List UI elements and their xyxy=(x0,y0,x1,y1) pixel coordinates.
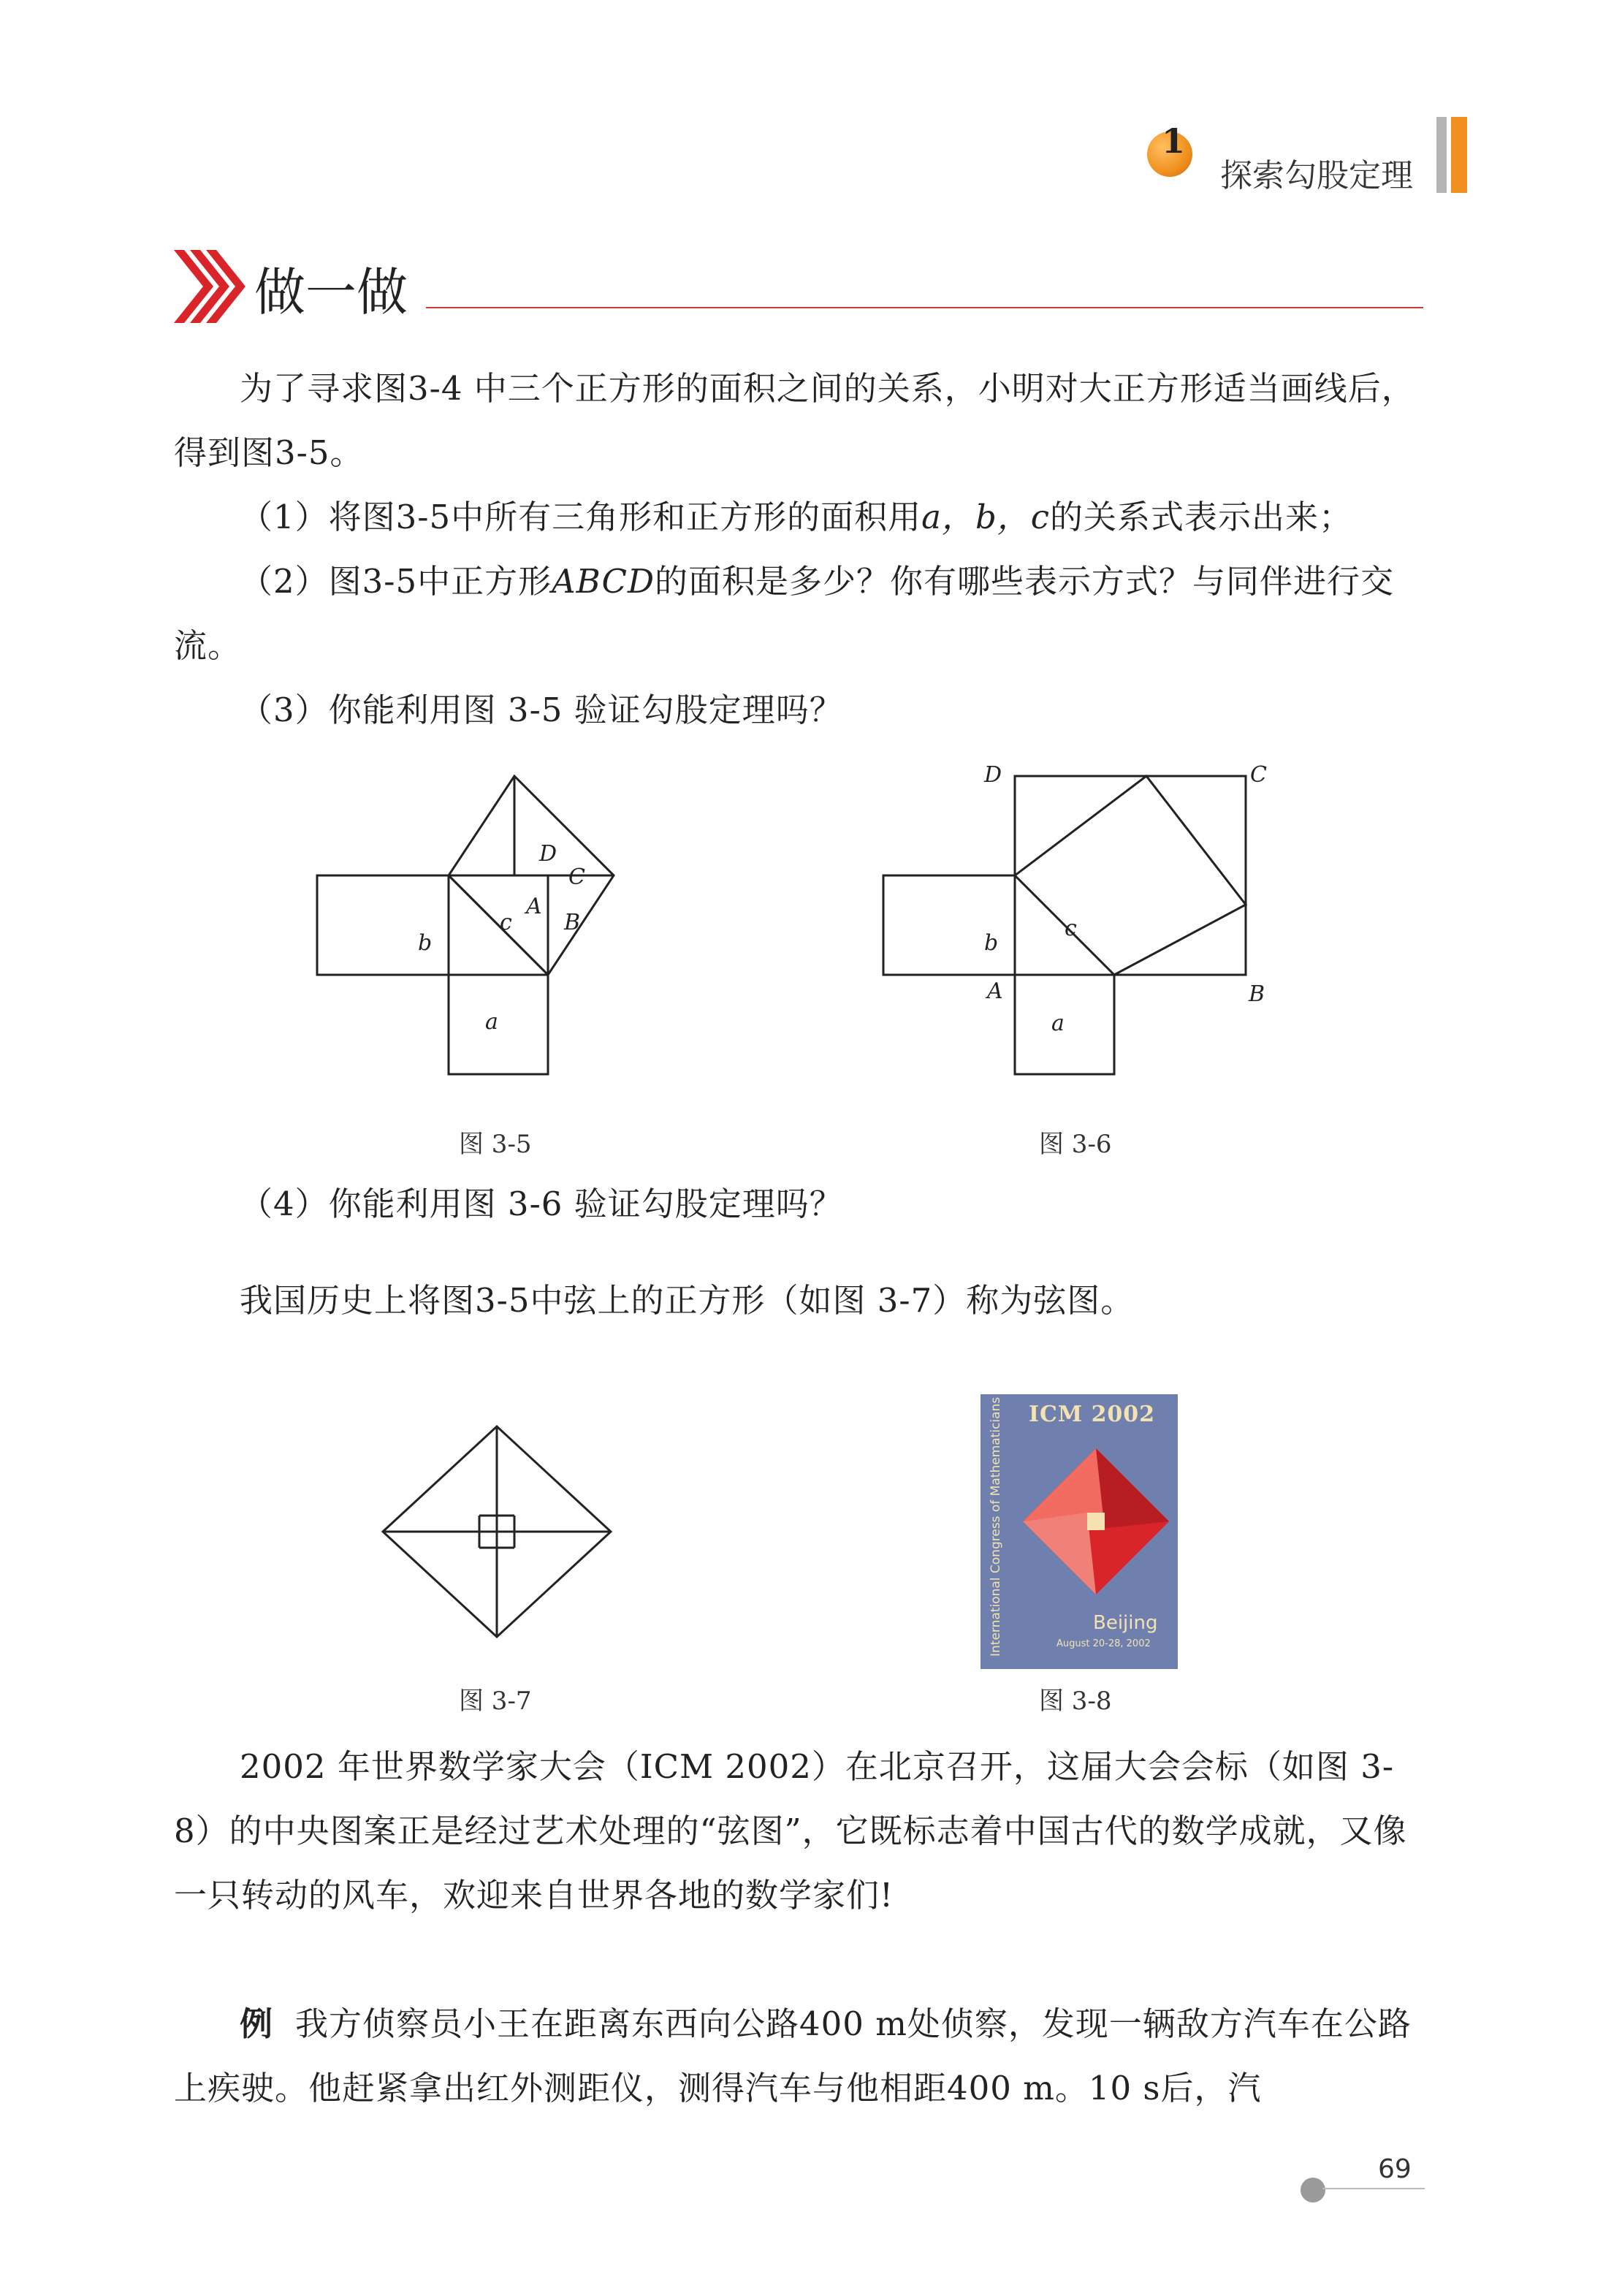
page-header xyxy=(1140,117,1476,205)
icm-poster xyxy=(981,1394,1178,1669)
fig36-label-D: D xyxy=(984,762,1002,788)
xiantu-paragraph: 我国历史上将图3-5中弦上的正方形（如图 3-7）称为弦图。 xyxy=(240,1281,1135,1320)
q2-suffix: 的面积是多少？你有哪些表示方式？与同伴进行交流。 xyxy=(174,562,1395,665)
activity-heading xyxy=(174,248,1423,329)
question-1 xyxy=(174,485,1423,550)
example-label: 例 xyxy=(240,2004,274,2043)
footer-rule xyxy=(1322,2188,1425,2189)
icm-paragraph: 2002 年世界数学家大会（ICM 2002）在北京召开，这届大会会标（如图 3-8）的中央图案正是经过艺术处理的“弦图”，它既标志着中国古代的数学成就，又像一只转动的风车，欢迎来自世界各地的数学家们! xyxy=(174,1747,1407,1915)
intro-paragraph: 为了寻求图3-4 中三个正方形的面积之间的关系，小明对大正方形适当画线后，得到图3-5。 xyxy=(174,369,1415,472)
fig35-label-A: A xyxy=(526,894,542,919)
example-paragraph xyxy=(174,1992,1423,2121)
square-c xyxy=(1015,776,1246,975)
fig36-label-c: c xyxy=(1065,916,1077,941)
fig35-caption: 图 3-5 xyxy=(459,1130,532,1159)
square-a xyxy=(449,975,548,1074)
q1-variables: a，b，c xyxy=(921,498,1050,536)
fig35-label-c: c xyxy=(500,910,512,935)
poster-side-text: International Congress of Mathematicians xyxy=(989,1396,1003,1657)
fig35-label-b: b xyxy=(418,930,433,956)
figure-3-6 xyxy=(873,760,1282,1118)
fig35-label-B: B xyxy=(564,910,581,935)
fig37-caption: 图 3-7 xyxy=(459,1687,532,1716)
q2-square-name: ABCD xyxy=(552,562,655,601)
fig35-label-D: D xyxy=(539,841,557,867)
square-b xyxy=(883,875,1015,975)
fig36-label-C: C xyxy=(1250,762,1267,788)
header-bar-grey xyxy=(1436,117,1447,193)
page-footer xyxy=(1301,2156,1425,2200)
pinwheel-logo xyxy=(1023,1448,1169,1594)
fig38-caption: 图 3-8 xyxy=(1039,1687,1112,1716)
page-number: 69 xyxy=(1378,2154,1412,2184)
activity-title: 做一做 xyxy=(254,262,408,322)
figure-3-5 xyxy=(307,767,687,1118)
chapter-number: 1 xyxy=(1162,121,1186,161)
square-a xyxy=(1015,975,1114,1074)
heading-rule xyxy=(426,307,1423,308)
fig36-label-B: B xyxy=(1249,981,1265,1007)
chevron-arrows-icon xyxy=(174,250,247,323)
fig36-label-A: A xyxy=(987,978,1003,1004)
question-4: （4）你能利用图 3-6 验证勾股定理吗？ xyxy=(240,1185,843,1223)
section-title: 探索勾股定理 xyxy=(1220,157,1413,194)
outer-square-ABCD xyxy=(1015,776,1246,975)
question-2 xyxy=(174,550,1423,678)
square-b xyxy=(317,875,449,975)
footer-dot xyxy=(1301,2178,1325,2202)
q1-suffix: 的关系式表示出来； xyxy=(1049,498,1352,536)
fig36-label-b: b xyxy=(984,930,999,956)
poster-title: ICM 2002 xyxy=(1029,1402,1156,1427)
header-bar-orange xyxy=(1451,117,1467,193)
q1-prefix: （1）将图3-5中所有三角形和正方形的面积用 xyxy=(240,498,922,536)
poster-city: Beijing xyxy=(1093,1612,1158,1634)
example-text: 我方侦察员小王在距离东西向公路400 m处侦察，发现一辆敌方汽车在公路上疾驶。他赶紧拿出红外测距仪，测得汽车与他相距400 m。10 s后，汽 xyxy=(174,2004,1412,2107)
fig36-label-a: a xyxy=(1051,1011,1065,1036)
q2-prefix: （2）图3-5中正方形 xyxy=(240,562,552,601)
fig36-caption: 图 3-6 xyxy=(1039,1130,1112,1159)
fig35-label-a: a xyxy=(485,1009,498,1035)
fig35-label-C: C xyxy=(568,864,585,890)
poster-dates: August 20-28, 2002 xyxy=(1056,1638,1151,1649)
figure-3-7 xyxy=(373,1416,621,1665)
question-3: （3）你能利用图 3-5 验证勾股定理吗？ xyxy=(240,691,843,729)
